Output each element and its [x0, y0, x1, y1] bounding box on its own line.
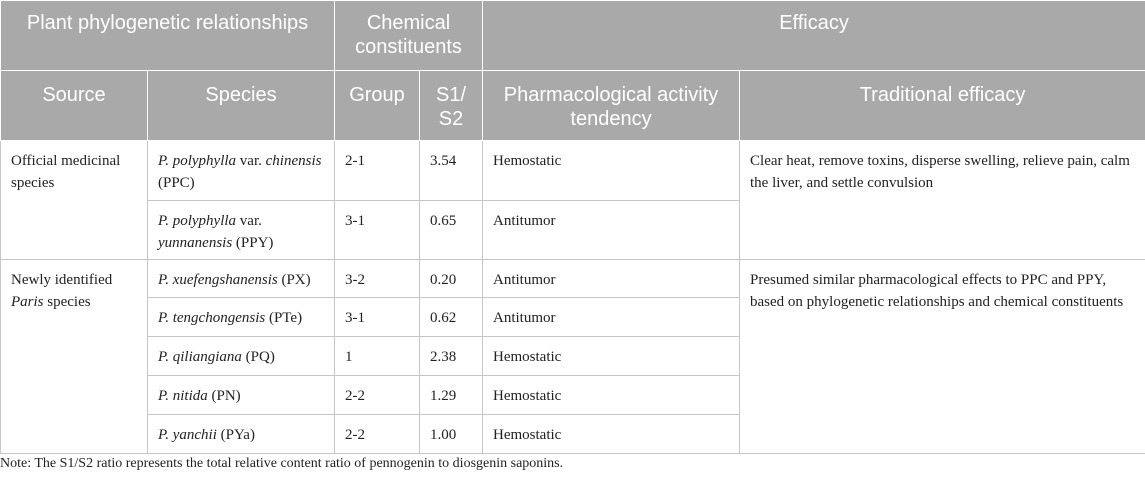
header-chemical-constituents: Chemical constituents — [335, 1, 483, 71]
species-variety: chinensis — [265, 153, 322, 169]
species-rank: var. — [236, 213, 262, 229]
header-species: Species — [148, 71, 335, 141]
group-cell: 3-1 — [335, 298, 420, 337]
species-name: P. xuefengshanensis — [158, 272, 278, 288]
activity-cell: Antitumor — [483, 298, 740, 337]
species-name: P. nitida — [158, 388, 208, 404]
group-cell: 1 — [335, 337, 420, 376]
group-cell: 2-2 — [335, 376, 420, 415]
header-efficacy: Efficacy — [483, 1, 1145, 71]
species-cell — [148, 415, 335, 454]
ratio-cell: 2.38 — [420, 337, 483, 376]
species-rank: var. — [236, 153, 266, 169]
header-source: Source — [1, 71, 148, 141]
species-cell — [148, 298, 335, 337]
ratio-cell: 3.54 — [420, 141, 483, 201]
species-abbr: (PQ) — [241, 349, 275, 365]
species-abbr: (PX) — [277, 272, 311, 288]
activity-cell: Antitumor — [483, 201, 740, 260]
ratio-cell: 1.29 — [420, 376, 483, 415]
efficacy-cell: Clear heat, remove toxins, disperse swelling, relieve pain, calm the liver, and settle convulsion — [740, 141, 1145, 260]
species-abbr: (PYa) — [216, 427, 255, 443]
species-cell — [148, 337, 335, 376]
header-group: Group — [335, 71, 420, 141]
species-cell — [148, 260, 335, 298]
table-note: Note: The S1/S2 ratio represents the total relative content ratio of pennogenin to diosgenin saponins. — [0, 456, 564, 471]
header-plant-phylogenetic: Plant phylogenetic relationships — [1, 1, 335, 71]
header-row-groups — [1, 1, 1145, 71]
activity-cell: Hemostatic — [483, 415, 740, 454]
species-cell — [148, 376, 335, 415]
group-cell: 3-1 — [335, 201, 420, 260]
species-abbr: (PN) — [207, 388, 241, 404]
activity-cell: Hemostatic — [483, 376, 740, 415]
ratio-cell: 0.20 — [420, 260, 483, 298]
group-cell: 2-2 — [335, 415, 420, 454]
group-cell: 2-1 — [335, 141, 420, 201]
species-abbr: (PPC) — [158, 175, 195, 191]
efficacy-cell: Presumed similar pharmacological effects to PPC and PPY, based on phylogenetic relationships and chemical constituents — [740, 260, 1145, 454]
species-name: P. yanchii — [158, 427, 217, 443]
header-pharmacological-activity: Pharmacological activity tendency — [483, 71, 740, 141]
activity-cell: Hemostatic — [483, 337, 740, 376]
species-abbr: (PPY) — [232, 235, 274, 251]
ratio-cell: 1.00 — [420, 415, 483, 454]
species-abbr: (PTe) — [265, 310, 303, 326]
species-cell — [148, 141, 335, 201]
ratio-cell: 0.62 — [420, 298, 483, 337]
species-name: P. tengchongensis — [158, 310, 266, 326]
table-row — [1, 141, 1145, 201]
species-name: P. polyphylla — [158, 213, 237, 229]
source-genus: Paris — [11, 294, 44, 310]
species-variety: yunnanensis — [158, 235, 233, 251]
source-text-end: species — [43, 294, 91, 310]
activity-cell: Antitumor — [483, 260, 740, 298]
activity-cell: Hemostatic — [483, 141, 740, 201]
species-cell — [148, 201, 335, 260]
header-traditional-efficacy: Traditional efficacy — [740, 71, 1145, 141]
header-s1s2: S1/ S2 — [420, 71, 483, 141]
source-cell — [1, 260, 148, 454]
source-text: Newly identified — [11, 272, 113, 288]
ratio-cell: 0.65 — [420, 201, 483, 260]
source-cell: Official medicinal species — [1, 141, 148, 260]
group-cell: 3-2 — [335, 260, 420, 298]
header-row-columns — [1, 71, 1145, 141]
species-name: P. qiliangiana — [158, 349, 242, 365]
species-name: P. polyphylla — [158, 153, 237, 169]
table-row — [1, 260, 1145, 298]
